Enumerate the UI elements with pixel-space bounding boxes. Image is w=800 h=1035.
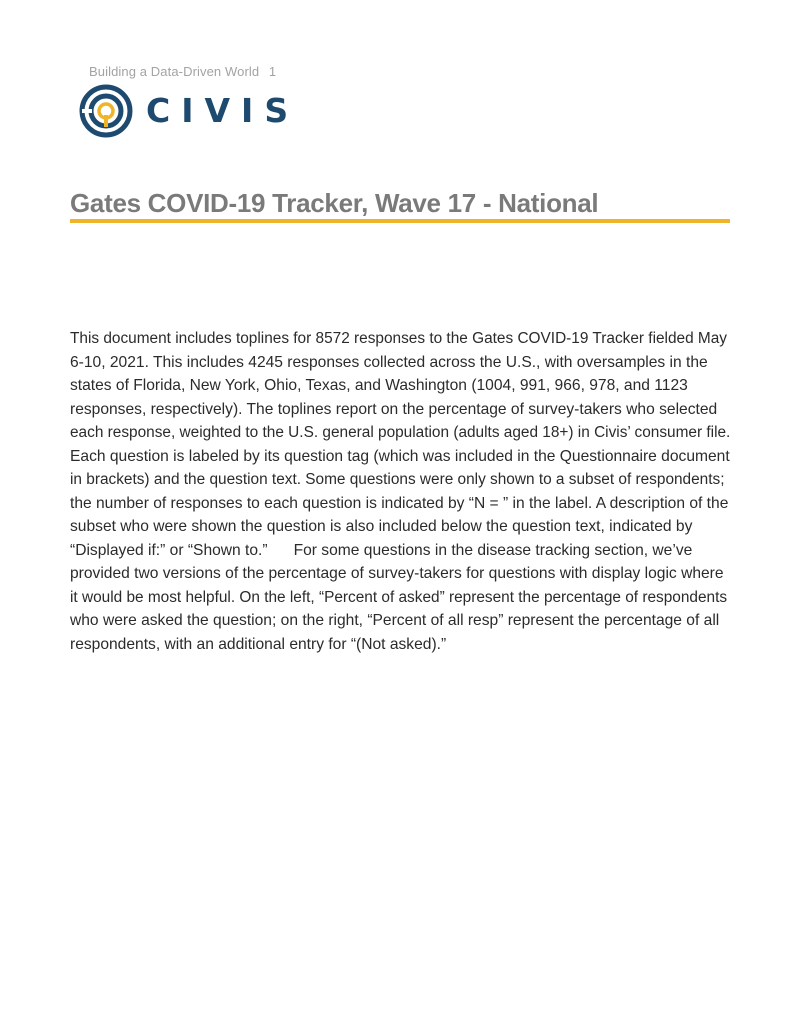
logo-wordmark: CIVIS xyxy=(146,91,300,130)
paragraph-line: subset who were shown the question is also included below the question text, indicated by xyxy=(70,518,693,535)
running-header xyxy=(89,64,276,79)
paragraph-line: each response, weighted to the U.S. general population (adults aged 18+) in Civis’ consumer file. xyxy=(70,424,731,441)
paragraph-line: This document includes toplines for 8572 responses to the Gates COVID-19 Tracker fielded May xyxy=(70,330,727,347)
paragraph-line: respondents, with an additional entry for “(Not asked).” xyxy=(70,635,447,653)
running-header-title: Building a Data-Driven World xyxy=(89,64,260,79)
paragraph-line: “Displayed if:” or “Shown to.” For some questions in the disease tracking section, we’ve xyxy=(70,541,693,559)
paragraph-line: it would be most helpful. On the left, “Percent of asked” represent the percentage of respondents xyxy=(70,588,728,606)
intro-paragraph xyxy=(70,327,732,656)
title-underline xyxy=(70,219,730,223)
paragraph-line: states of Florida, New York, Ohio, Texas, and Washington (1004, 991, 966, 978, and 1123 xyxy=(70,377,688,394)
page-number: 1 xyxy=(268,64,277,79)
paragraph-line: responses, respectively). The toplines report on the percentage of survey-takers who selected xyxy=(70,400,718,418)
paragraph-line: who were asked the question; on the right, “Percent of all resp” represent the percentage of all xyxy=(70,612,720,629)
paragraph-line: the number of responses to each question is indicated by “N = ” in the label. A description of the xyxy=(70,494,729,512)
civis-target-icon xyxy=(79,84,133,138)
paragraph-line: in brackets) and the question text. Some questions were only shown to a subset of respondents; xyxy=(70,471,725,488)
document-title: Gates COVID-19 Tracker, Wave 17 - National xyxy=(70,188,599,218)
paragraph-line: 6-10, 2021. This includes 4245 responses collected across the U.S., with oversamples in the xyxy=(70,353,708,371)
civis-logo xyxy=(79,84,299,138)
paragraph-line: Each question is labeled by its question tag (which was included in the Questionnaire document xyxy=(70,447,730,465)
paragraph-line: provided two versions of the percentage of survey-takers for questions with display logic where xyxy=(70,565,724,582)
